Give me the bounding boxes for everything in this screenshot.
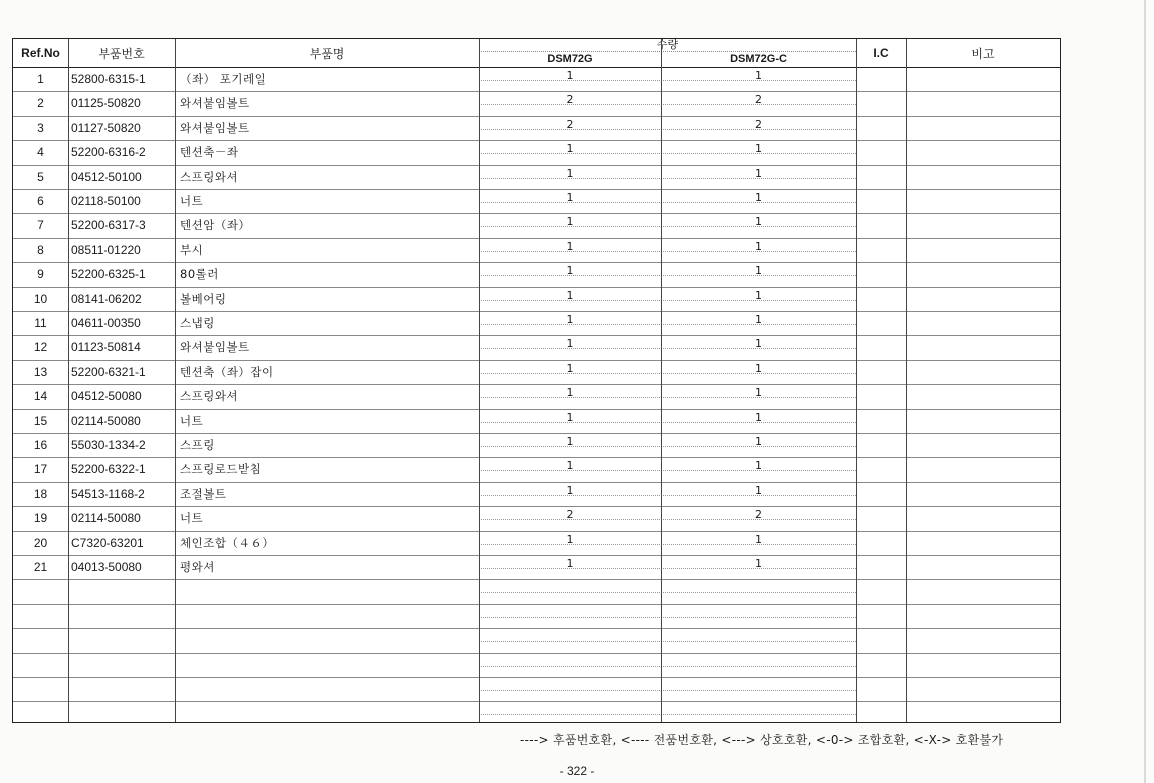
page-number: - 322 - bbox=[559, 764, 595, 778]
row-ref-no: 4 bbox=[37, 145, 44, 160]
row-qty-model-2: 2 bbox=[755, 508, 762, 522]
row-ref-no: 3 bbox=[37, 120, 44, 135]
row-qty-model-1: 1 bbox=[566, 191, 574, 204]
table-row bbox=[13, 579, 1060, 604]
row-ref-no: 13 bbox=[33, 364, 48, 379]
table-row bbox=[13, 189, 1060, 214]
parts-table bbox=[12, 38, 1061, 723]
quantity-guide-line bbox=[479, 641, 856, 642]
table-row bbox=[13, 213, 1060, 238]
row-qty-model-2: 2 bbox=[755, 93, 762, 107]
row-qty-model-2: 1 bbox=[755, 239, 762, 253]
row-qty-model-1: 1 bbox=[566, 459, 574, 473]
row-part-no: 55030-1334-2 bbox=[71, 438, 146, 452]
row-ref-no: 6 bbox=[37, 194, 44, 208]
row-ref-no: 9 bbox=[37, 267, 44, 282]
row-part-name: 너트 bbox=[180, 413, 204, 428]
table-row bbox=[13, 555, 1060, 580]
header-remarks: 비고 bbox=[971, 46, 995, 61]
quantity-guide-line bbox=[479, 714, 856, 715]
row-qty-model-1: 1 bbox=[566, 337, 574, 351]
row-part-name: 80롤러 bbox=[180, 267, 219, 282]
row-qty-model-1: 1 bbox=[566, 532, 574, 546]
row-qty-model-2: 2 bbox=[755, 117, 762, 131]
row-qty-model-2: 1 bbox=[755, 337, 762, 351]
row-qty-model-1: 2 bbox=[566, 508, 574, 522]
table-row bbox=[13, 604, 1060, 629]
table-row bbox=[13, 457, 1060, 482]
table-row bbox=[13, 433, 1060, 458]
row-part-no: 01123-50814 bbox=[71, 340, 141, 355]
quantity-guide-line bbox=[479, 666, 856, 667]
row-part-no: 02114-50080 bbox=[71, 511, 141, 526]
row-part-no: C7320-63201 bbox=[71, 535, 144, 550]
row-part-no: 52800-6315-1 bbox=[71, 72, 146, 86]
row-qty-model-1: 1 bbox=[566, 435, 574, 448]
row-qty-model-1: 1 bbox=[566, 239, 574, 253]
row-part-no: 08511-01220 bbox=[71, 242, 141, 257]
column-divider bbox=[175, 39, 176, 722]
row-qty-model-2: 1 bbox=[755, 459, 762, 473]
row-part-name: 텐션축－좌 bbox=[180, 145, 239, 160]
row-qty-model-1: 1 bbox=[566, 483, 574, 497]
row-part-name: 스프링와셔 bbox=[180, 389, 239, 404]
row-part-name: 너트 bbox=[180, 511, 204, 526]
table-row bbox=[13, 482, 1060, 507]
row-part-name: 체인조합（４６） bbox=[180, 535, 275, 550]
row-part-name: 텐션암（좌） bbox=[180, 218, 251, 233]
table-row bbox=[13, 653, 1060, 678]
table-row bbox=[13, 335, 1060, 360]
row-qty-model-2: 1 bbox=[755, 435, 762, 448]
row-ref-no: 12 bbox=[33, 340, 48, 355]
row-ref-no: 1 bbox=[37, 72, 44, 86]
row-qty-model-1: 1 bbox=[566, 313, 574, 326]
header-model-1: DSM72G bbox=[547, 53, 593, 65]
row-qty-model-2: 1 bbox=[755, 410, 762, 424]
table-row bbox=[13, 360, 1060, 385]
row-ref-no: 7 bbox=[37, 218, 44, 233]
quantity-guide-line bbox=[479, 592, 856, 593]
row-part-name: 너트 bbox=[180, 194, 204, 208]
row-qty-model-2: 1 bbox=[755, 313, 762, 326]
row-part-no: 04512-50100 bbox=[71, 169, 142, 184]
row-qty-model-2: 1 bbox=[755, 264, 762, 278]
header-part-name: 부품명 bbox=[309, 46, 345, 61]
row-qty-model-1: 1 bbox=[566, 215, 574, 229]
column-divider bbox=[856, 39, 857, 722]
row-part-name: 조절볼트 bbox=[180, 486, 227, 501]
row-qty-model-2: 1 bbox=[755, 69, 762, 82]
row-ref-no: 17 bbox=[33, 462, 48, 477]
row-part-name: 스프링와셔 bbox=[180, 169, 239, 184]
table-row bbox=[13, 67, 1060, 92]
table-row bbox=[13, 311, 1060, 336]
row-qty-model-2: 1 bbox=[755, 386, 762, 400]
row-qty-model-1: 2 bbox=[566, 93, 574, 107]
row-qty-model-2: 1 bbox=[755, 557, 762, 570]
table-row bbox=[13, 384, 1060, 409]
table-header bbox=[13, 39, 1060, 68]
row-ref-no: 16 bbox=[33, 438, 48, 452]
scan-edge bbox=[1144, 0, 1146, 783]
row-part-name: 부시 bbox=[180, 242, 204, 257]
table-row bbox=[13, 140, 1060, 165]
table-row bbox=[13, 701, 1060, 725]
header-ref-no: Ref.No bbox=[21, 46, 60, 60]
row-part-name: （좌） 포기레일 bbox=[180, 72, 267, 86]
row-ref-no: 11 bbox=[34, 316, 47, 330]
table-row bbox=[13, 506, 1060, 531]
row-ref-no: 19 bbox=[33, 511, 48, 526]
row-part-name: 스프링 bbox=[180, 438, 215, 452]
table-row bbox=[13, 238, 1060, 263]
row-ref-no: 5 bbox=[37, 169, 44, 184]
row-ref-no: 14 bbox=[33, 389, 48, 404]
row-part-no: 04611-00350 bbox=[71, 316, 141, 330]
table-row bbox=[13, 262, 1060, 287]
table-row bbox=[13, 677, 1060, 702]
row-qty-model-2: 1 bbox=[755, 142, 762, 156]
row-ref-no: 21 bbox=[33, 560, 48, 574]
row-qty-model-2: 1 bbox=[755, 288, 762, 302]
row-part-name: 스프링로드받침 bbox=[180, 462, 262, 477]
row-qty-model-1: 1 bbox=[566, 166, 574, 180]
row-qty-model-1: 1 bbox=[566, 361, 574, 375]
table-row bbox=[13, 165, 1060, 190]
row-part-name: 와셔붙임볼트 bbox=[180, 96, 250, 111]
row-part-name: 볼베어링 bbox=[180, 291, 227, 306]
row-qty-model-1: 1 bbox=[566, 557, 574, 570]
row-ref-no: 10 bbox=[33, 291, 48, 306]
row-ref-no: 8 bbox=[37, 242, 44, 257]
row-qty-model-1: 1 bbox=[566, 386, 574, 400]
table-row bbox=[13, 531, 1060, 556]
table-row bbox=[13, 287, 1060, 312]
quantity-guide-line bbox=[479, 690, 856, 691]
row-part-no: 52200-6317-3 bbox=[71, 218, 146, 233]
row-qty-model-1: 1 bbox=[566, 142, 574, 156]
row-qty-model-1: 1 bbox=[566, 288, 574, 302]
row-part-no: 04013-50080 bbox=[71, 560, 142, 574]
row-qty-model-1: 1 bbox=[566, 264, 574, 278]
row-ref-no: 18 bbox=[33, 486, 48, 501]
header-part-no: 부품번호 bbox=[98, 46, 145, 61]
row-part-no: 01125-50820 bbox=[71, 96, 141, 111]
row-qty-model-2: 1 bbox=[755, 483, 762, 497]
table-row bbox=[13, 91, 1060, 116]
header-model-2: DSM72G-C bbox=[730, 53, 787, 65]
row-part-name: 와셔붙임볼트 bbox=[180, 120, 250, 135]
row-ref-no: 20 bbox=[33, 535, 48, 550]
interchange-legend: ----> 후품번호환, <---- 전품번호환, <---> 상호호환, <-0-> 조합호환, <-X-> 호환불가 bbox=[520, 733, 1004, 747]
row-part-no: 54513-1168-2 bbox=[71, 486, 145, 501]
table-row bbox=[13, 116, 1060, 141]
row-part-no: 52200-6322-1 bbox=[71, 462, 146, 477]
row-qty-model-1: 2 bbox=[566, 117, 574, 131]
row-qty-model-2: 1 bbox=[755, 215, 762, 229]
column-divider bbox=[68, 39, 69, 722]
header-ic: I.C bbox=[873, 46, 889, 60]
row-part-no: 52200-6321-1 bbox=[71, 364, 146, 379]
header-quantity: 수량 bbox=[656, 38, 679, 51]
row-qty-model-2: 1 bbox=[755, 532, 762, 546]
row-part-name: 텐션축（좌）잡이 bbox=[180, 364, 274, 379]
row-part-no: 02118-50100 bbox=[71, 194, 141, 208]
column-divider bbox=[479, 39, 480, 722]
row-qty-model-2: 1 bbox=[755, 191, 762, 204]
row-qty-model-2: 1 bbox=[755, 166, 762, 180]
row-ref-no: 2 bbox=[37, 96, 44, 111]
row-part-no: 52200-6316-2 bbox=[71, 145, 146, 160]
row-qty-model-2: 1 bbox=[755, 361, 762, 375]
quantity-guide-line bbox=[479, 617, 856, 618]
row-qty-model-1: 1 bbox=[566, 69, 574, 82]
row-part-name: 와셔붙임볼트 bbox=[180, 340, 250, 355]
table-row bbox=[13, 409, 1060, 434]
row-qty-model-1: 1 bbox=[566, 410, 574, 424]
table-row bbox=[13, 628, 1060, 653]
row-part-no: 08141-06202 bbox=[71, 291, 142, 306]
row-part-no: 04512-50080 bbox=[71, 389, 142, 404]
row-part-name: 평와셔 bbox=[180, 560, 215, 574]
row-part-name: 스냅링 bbox=[180, 316, 215, 330]
row-ref-no: 15 bbox=[33, 413, 48, 428]
row-part-no: 52200-6325-1 bbox=[71, 267, 146, 282]
column-divider bbox=[661, 39, 662, 722]
column-divider bbox=[906, 39, 907, 722]
row-part-no: 01127-50820 bbox=[71, 120, 141, 135]
row-part-no: 02114-50080 bbox=[71, 413, 141, 428]
